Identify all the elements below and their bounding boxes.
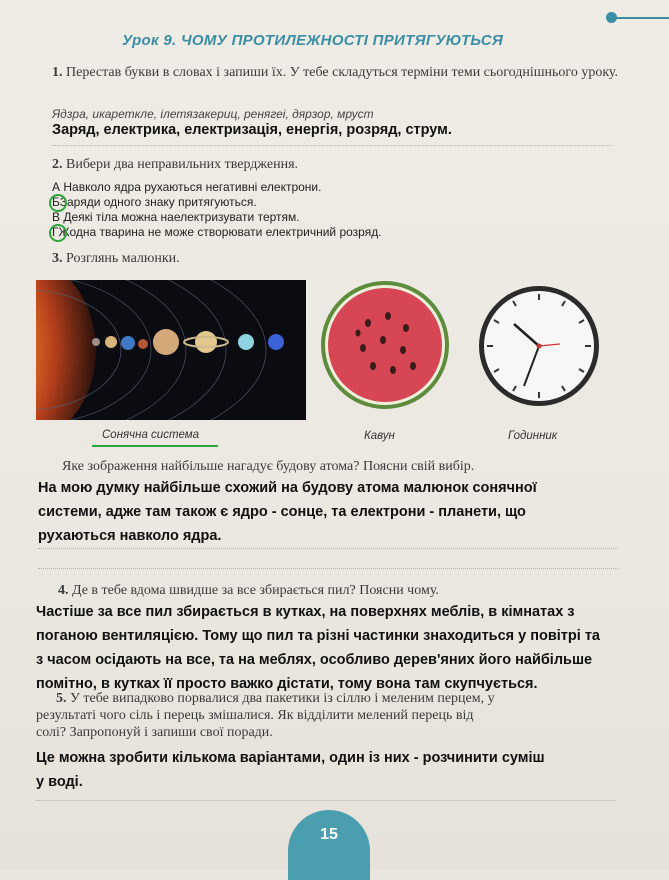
answer-line [52,145,612,146]
answer-line [36,800,616,801]
caption-clock: Годинник [508,430,558,442]
answer-line-2: поганою вентиляцією. Тому що пил та різні частинки знаходиться у повітрі та [36,628,600,644]
task4-answer [36,600,666,696]
answer-line-3: з часом осідають на все, та на меблях, особливо дерев'яних його найбільше [36,652,593,668]
selected-answer-underline [92,445,218,447]
task2-options [52,180,612,240]
answer-line [38,548,618,549]
task2-prompt: Вибери два неправильних твердження. [66,157,299,172]
answer-line-4: помітно, в кутках її просто важко дістати, тому вона там скупчується. [36,676,538,692]
task3-number: 3. [52,251,63,266]
task3-answer [38,476,638,548]
answer-line-2: системи, адже там також є ядро - сонце, та електрони - планети, що [38,504,526,520]
task5-number: 5. [56,691,67,706]
task3-question: Яке зображення найбільше нагадує будову атома? Поясни свій вибір. [62,459,475,474]
task1-scrambled-words: Ядзра, икаретклe, ілетязакериц, ренягеі, дярзор, мруст [52,107,374,121]
lesson-title: Урок 9. ЧОМУ ПРОТИЛЕЖНОСТІ ПРИТЯГУЮТЬСЯ [122,32,504,49]
answer-line-2: у воді. [36,774,83,790]
watermelon-image [318,278,452,412]
answer-line-1: Частіше за все пил збирається в кутках, на поверхнях меблів, в кімнатах з [36,604,575,620]
caption-watermelon: Кавун [364,430,395,442]
task1-answer: Заряд, електрика, електризація, енергія, розряд, струм. [52,122,452,138]
caption-solar-system: Сонячна система [102,429,200,441]
task1-prompt: Перестав букви в словах і запиши їх. У тебе складуться терміни теми сьогоднішнього уроку. [66,65,619,80]
task4-number: 4. [58,583,69,598]
option-a[interactable]: А Навколо ядра рухаються негативні електрони. [52,180,322,194]
option-b[interactable]: БЗаряди одного знаку притягуються. [52,195,612,210]
option-g[interactable]: ГЖодна тварина не може створювати електричний розряд. [52,225,612,240]
answer-line-1: На мою думку найбільше схожий на будову атома малюнок сонячної [38,480,537,496]
answer-line-1: Це можна зробити кількома варіантами, один із них - розчинити суміш [36,750,545,766]
task4-prompt: Де в тебе вдома швидше за все збирається пил? Поясни чому. [72,583,439,598]
page-number: 15 [320,826,338,843]
task5-text: 5. У тебе випадково порвалися два пакетики із сіллю і меленим перцем, у результаті чого сіль і перець змішалися. Як відділити мелений перець від солі? Запропонуй і запиши свої поради. [36,691,495,740]
clock-image [474,286,604,416]
task4-text [58,582,439,599]
option-v[interactable]: В Деякі тіла можна наелектризувати тертям. [52,210,300,224]
task3-prompt: Розглянь малюнки. [66,251,180,266]
corner-line [612,17,669,19]
selected-answer-mark-g [49,224,67,242]
answer-line-3: рухаються навколо ядра. [38,528,222,544]
task3-text [52,250,180,267]
task1-number: 1. [52,65,63,80]
task2-text [52,156,298,173]
answer-line [38,568,618,569]
selected-answer-mark-b [49,194,67,212]
task5-answer [36,746,656,794]
task1-text [52,64,622,81]
solar-system-image [36,280,306,420]
task2-number: 2. [52,157,63,172]
